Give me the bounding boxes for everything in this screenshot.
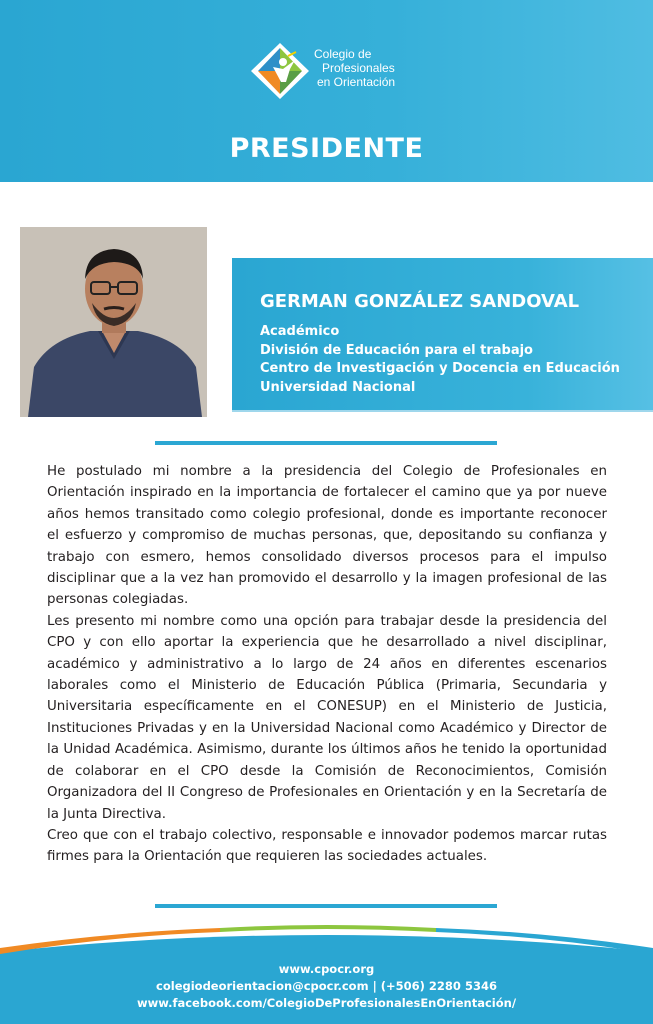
header-banner (0, 0, 653, 182)
logo-line-2: Profesionales (322, 61, 395, 75)
page-title: PRESIDENTE (229, 133, 424, 164)
info-box-underline (232, 410, 653, 412)
role-line: Centro de Investigación y Docencia en Educación (260, 361, 620, 376)
paragraph: Les presento mi nombre como una opción para trabajar desde la presidencia del CPO y con ello aportar la experiencia que he desarrollado a nivel disciplinar, académico y administrativo a lo largo de 24 años en diferentes escenarios laborales como el Ministerio de Educación Pública (Primaria, Secundaria y Universitaria específicamente en el CONESUP) en el Ministerio de Justicia, Instituciones Privadas y en la Universidad Nacional como Académico y Director de la Unidad Académica. Asimismo, durante los últimos años he tenido la oportunidad de colaborar en el CPO desde la Comisión de Reconocimientos, Comisión Organizadora del II Congreso de Profesionales en Orientación y en la Secretaría de la Junta Directiva. (47, 613, 607, 822)
website-link[interactable]: www.cpocr.org (278, 962, 375, 976)
footer-contact (0, 961, 653, 1012)
top-divider (155, 441, 497, 445)
candidate-roles (260, 323, 620, 397)
statement-text (47, 461, 607, 868)
role-line: Académico (260, 324, 340, 339)
candidate-name: GERMAN GONZÁLEZ SANDOVAL (260, 291, 580, 312)
contact-info[interactable]: colegiodeorientacion@cpocr.com | (+506) 2280 5346 (156, 979, 497, 993)
portrait-photo (20, 227, 207, 417)
colegio-orientacion-logo-icon (250, 42, 310, 100)
paragraph: Creo que con el trabajo colectivo, responsable e innovador podemos marcar rutas firmes para la Orientación que requieren las sociedades actuales. (47, 827, 607, 865)
candidate-info-box (232, 258, 653, 410)
facebook-link[interactable]: www.facebook.com/ColegioDeProfesionalesEnOrientación/ (136, 996, 517, 1010)
logo-line-1: Colegio de (314, 47, 372, 61)
paragraph: He postulado mi nombre a la presidencia del Colegio de Profesionales en Orientación inspirado en la importancia de fortalecer el camino que ya por nueve años hemos transitado como colegio profesional, donde es importante reconocer el esfuerzo y compromiso de muchas personas, que, depositando su confianza y trabajo con esmero, hemos consolidado diversos procesos para el impulso disciplinar que a la vez han promovido el desarrollo y la imagen profesional de las personas colegiadas. (47, 464, 607, 608)
role-line: Universidad Nacional (260, 379, 416, 395)
bottom-divider (155, 904, 497, 908)
role-line: División de Educación para el trabajo (260, 342, 533, 358)
logo-line-3: en Orientación (317, 75, 396, 89)
logo-wordmark (314, 47, 395, 89)
